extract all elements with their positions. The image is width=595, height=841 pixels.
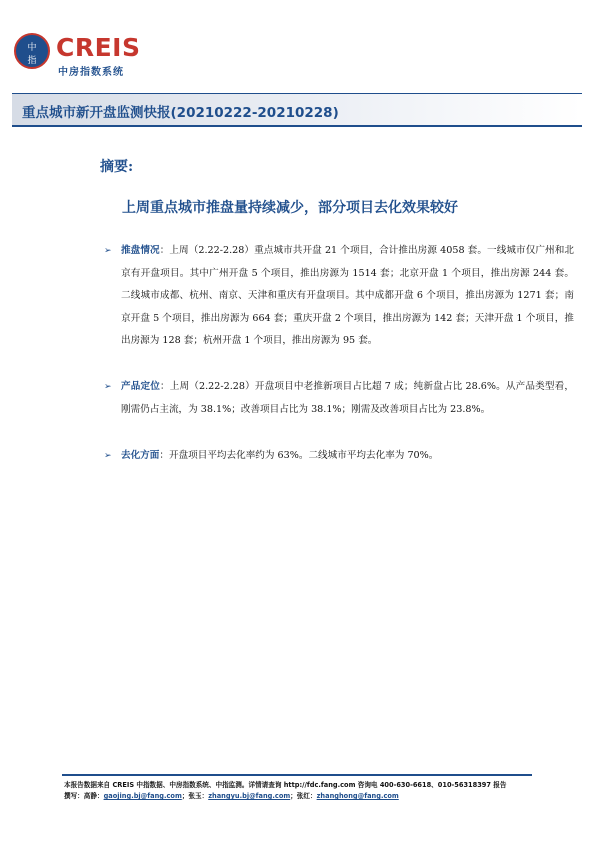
bullet-product [104, 376, 574, 421]
arrow-bullet-icon: ➢ [104, 451, 112, 461]
email-link-zhangyu[interactable]: zhangyu.bj@fang.com [208, 792, 291, 800]
email-link-gaojing[interactable]: gaojing.bj@fang.com [103, 792, 182, 800]
logo-brand: CREIS [56, 33, 141, 62]
logo-subtitle: 中房指数系统 [58, 67, 124, 78]
logo-emblem [14, 33, 50, 69]
footer-source: 本报告数据来自 CREIS 中指数据、中房指数系统、中指监测。详情请查询 http://fdc.fang.com 咨询电 400-630-6618、010-56318397 报告 [64, 781, 507, 789]
bullet-body: ：上周（2.22-2.28）开盘项目中老推新项目占比超 7 成；纯新盘占比 28.6%。从产品类型看，刚需仍占主流，为 38.1%；改善项目占比为 38.1%；刚需及改善项目占比为 23.8%。 [121, 381, 574, 415]
footer-sep: ；张玉： [181, 792, 209, 800]
summary-headline: 上周重点城市推盘量持续减少，部分项目去化效果较好 [122, 200, 458, 216]
email-link-zhanghong[interactable]: zhanghong@fang.com [316, 792, 399, 800]
report-title: 重点城市新开盘监测快报(20210222-20210228) [22, 105, 339, 121]
footer-sep: ；张红： [290, 792, 317, 800]
bullet-supply [104, 240, 574, 353]
report-footer [64, 780, 534, 802]
report-header [12, 93, 582, 126]
bullet-key: 推盘情况 [121, 245, 160, 256]
bullet-key: 产品定位 [121, 381, 160, 392]
footer-author-prefix: 撰写：高静： [64, 792, 104, 800]
bullet-key: 去化方面 [121, 450, 160, 461]
bullet-body: ：上周（2.22-2.28）重点城市共开盘 21 个项目，合计推出房源 4058 套。一线城市仅广州和北京有开盘项目。其中广州开盘 5 个项目，推出房源为 1514 套；北京开盘 1 个项目，推出房源 244 套。二线城市成都、杭州、南京、天津和重庆有开盘项目。其中成都开盘 6 个项目，推出房源为 1271 套；南京开盘 5 个项目，推出房源为 664 套；重庆开盘 2 个项目，推出房源为 142 套；天津开盘 1 个项目，推出房源为 128 套；杭州开盘 1 个项目，推出房源为 95 套。 [121, 245, 574, 346]
logo-emblem-top: 中 [27, 43, 37, 53]
footer-divider [62, 774, 532, 776]
header-divider [12, 125, 582, 127]
arrow-bullet-icon: ➢ [104, 246, 112, 256]
bullet-absorption [104, 445, 574, 468]
footer-authors [64, 791, 534, 802]
bullet-body: ：开盘项目平均去化率约为 63%。二线城市平均去化率为 70%。 [159, 450, 439, 461]
logo-emblem-bottom: 指 [27, 56, 37, 66]
creis-logo [12, 33, 162, 77]
arrow-bullet-icon: ➢ [104, 382, 112, 392]
summary-label: 摘要: [100, 159, 134, 175]
